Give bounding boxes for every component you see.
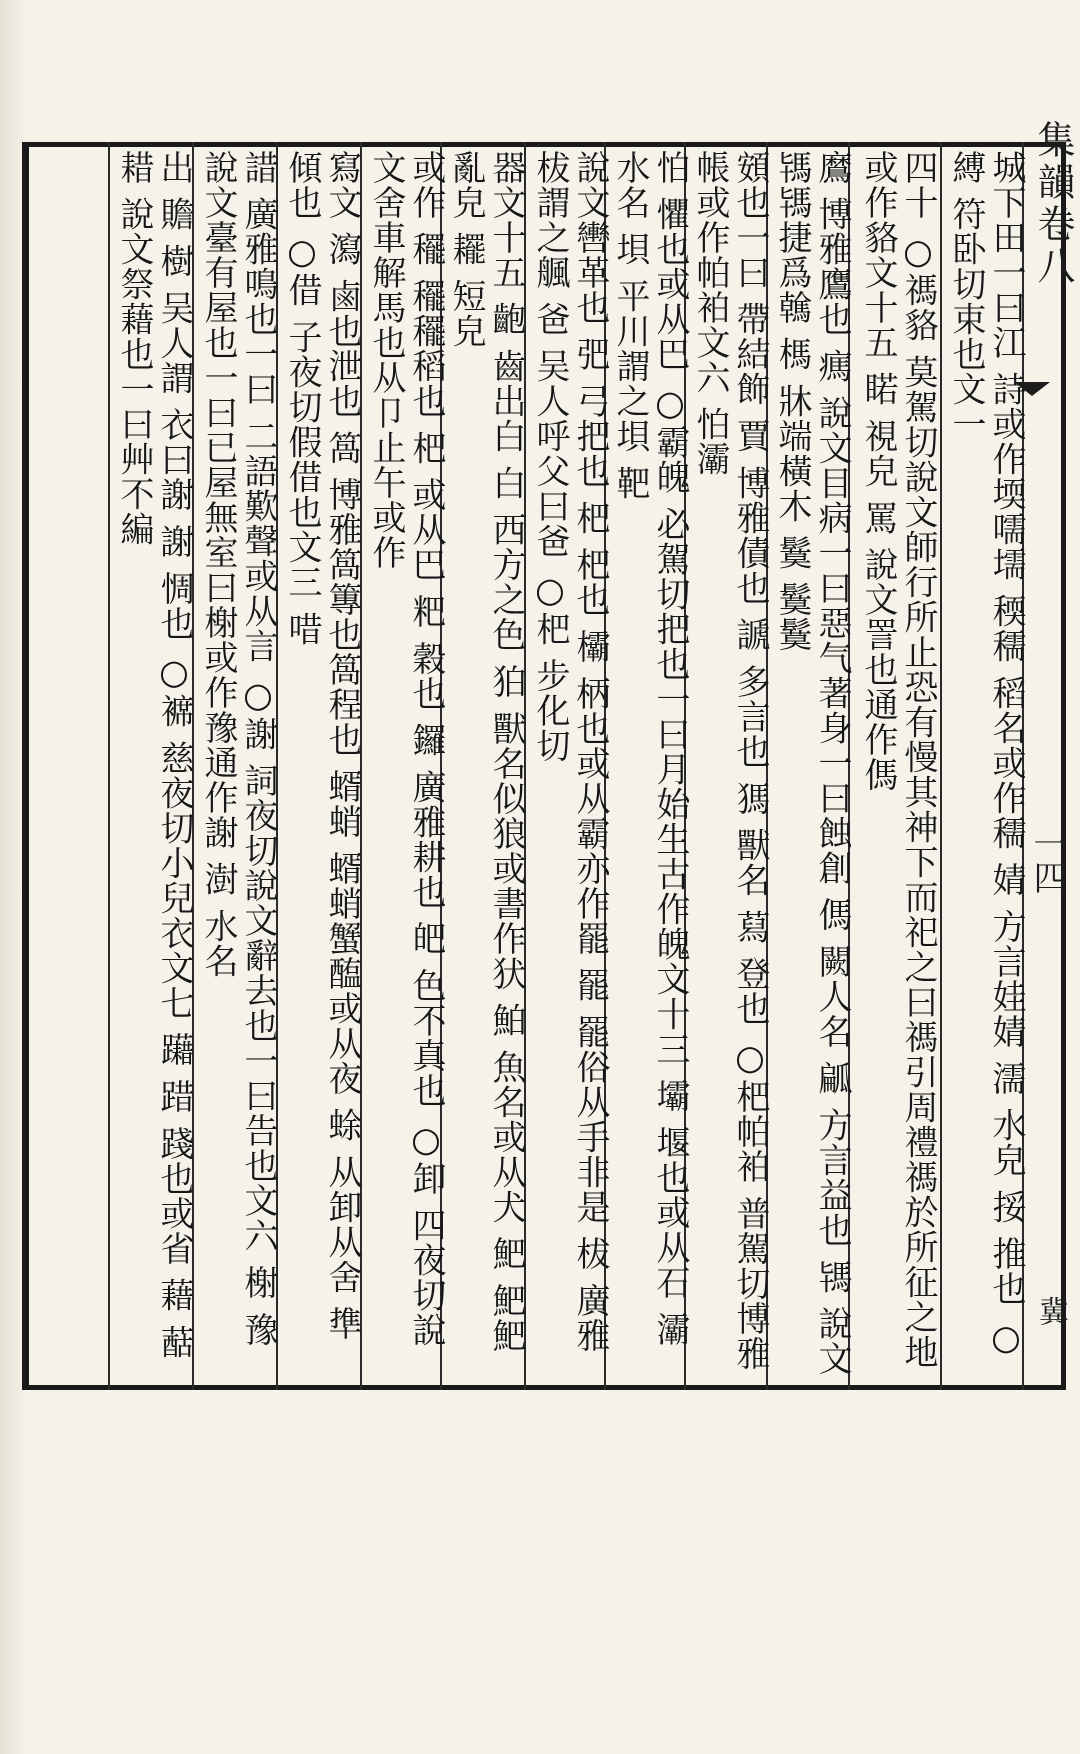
- column-rule: [940, 142, 942, 1390]
- text-column-7: 器文十五 齙 齒出白 白 西方之色 狛 獸名似狼或書作犾 鮊 魚名或从犬 䰾 䰾䰾亂皃 䎱 短皃: [446, 150, 526, 1354]
- margin-mark: 冀: [1033, 1296, 1068, 1326]
- text-column-5: 怕 懼也或从巴 ○霸魄 必駕切把也一曰月始生古作魄文十三 壩 堰也或从石 灞 水名 垻 平川謂之垻 靶: [610, 150, 690, 1347]
- column-rule: [108, 142, 110, 1390]
- text-column-10: 諎 廣雅鳴也一曰 二語歎聲或从言 ○謝 詞夜切說文辭去也一曰告也文六 榭 豫 說文臺有屋也一曰已屋無室曰榭或作豫通作謝 澍 水名: [198, 150, 278, 1347]
- text-column-3: 䳸 博雅鷹也 㾺 說文目病一曰惡气著身一曰蝕創 傌 闕人名 㼐 方言益也 駂 說文駂駂捷爲䮧 榪 牀端橫木 鬕 鬕鬕: [772, 150, 852, 1377]
- text-column-9: 寫文 瀉 鹵也泄也 䈑 博雅䈑篿也䈑程也 蝑蛸 蝑蛸蟹醢或从夜 蜍 从卸从舍 㔼 傾也 ○借 子夜切假借也文三 唶: [282, 150, 362, 1342]
- fish-tail-mark: [1014, 382, 1050, 396]
- text-column-2: 四十 ○禡貉 莫駕切說文師行所止恐有慢其神下而祀之曰禡引周禮禡於所征之地或作貉文十五 睰 視皃 罵 說文詈也通作傌: [858, 150, 938, 1370]
- text-column-8: 或作 䆉 䆉䆉稻也 杷 或从巴 粑 穀也 鑼 廣雅耕也 皅 色不真也 ○卸 四夜切說文舍車解馬也从卩止午或作: [366, 150, 446, 1348]
- running-title: 集韻卷八: [1031, 120, 1075, 288]
- text-column-4: 頞也一曰 帶結飾 賈 博雅債也 謕 多言也 獁 獸名 蕮 登也 ○杷帕袙 普駕切博雅帳或作帕袙文六 怕灞: [690, 150, 770, 1371]
- text-column-6: 說文轡革也 弝 弓把也 杷 杷也 欛 柄也或从霸亦作罷 罷 罷俗从手非是 柭 廣雅柭謂之䑺 爸 吴人呼父曰爸 ○杷 步化切: [530, 150, 610, 1354]
- text-column-11: 出 贍 樹 吴人謂 衣曰謝 謝 惆也 ○褯 慈夜切小兒衣文七 躤 踖 踐也或省 藉 䔯 耤 說文祭藉也一曰艸不編: [114, 150, 194, 1360]
- page-number: 一四: [1027, 826, 1067, 894]
- text-column-1: 城下田一曰江 詩或作堧嚅壖 稬穤 稻名或作穤 婧 方言娃婧 濡 水皃 挼 推也 ○縛 符卧切束也文一: [946, 150, 1026, 1360]
